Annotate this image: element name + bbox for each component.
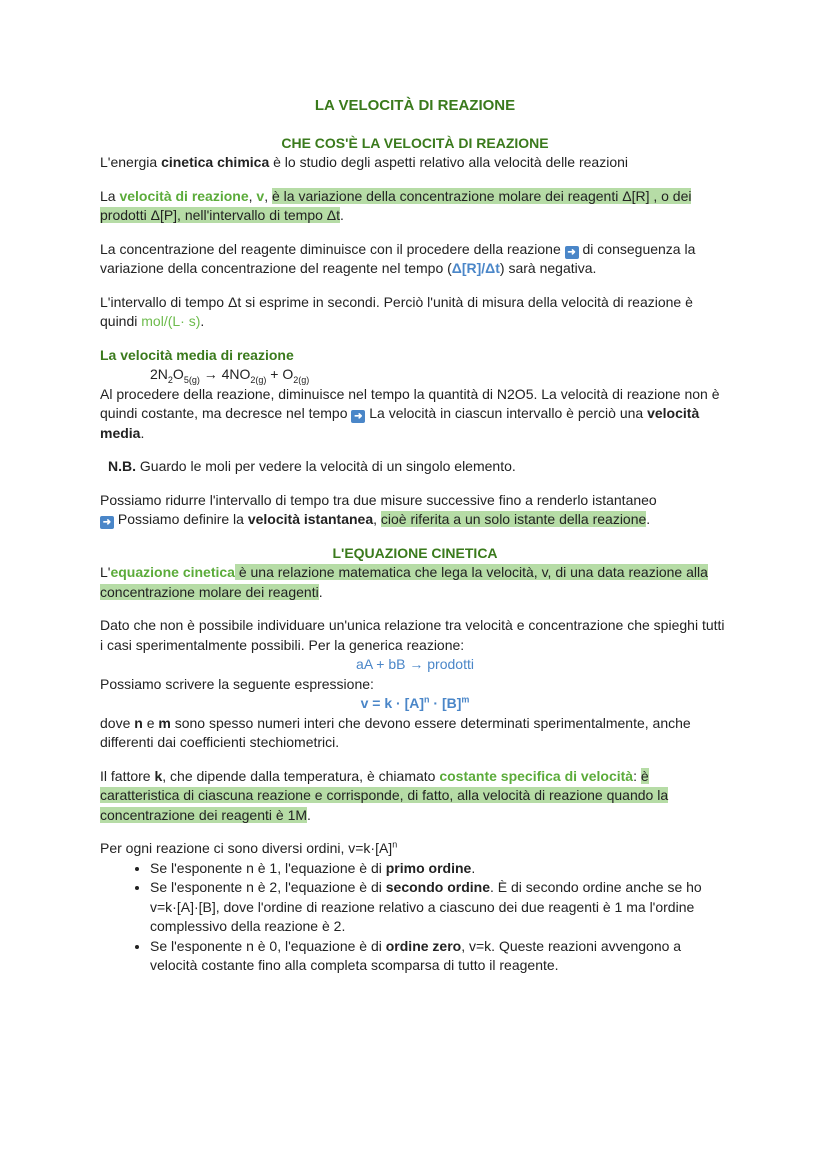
paragraph-relation: Dato che non è possibile individuare un'unica relazione tra velocità e concentrazione che spieghi tutti i casi sperimentalmente possibili. Per la generica reazione: xyxy=(100,617,725,653)
paragraph-rate-constant: Il fattore k, che dipende dalla temperatura, è chiamato costante specifica di velocità: è caratteristica di ciascuna reazione e corrisponde, di fatto, alla velocità di reazione quando la concentrazione dei reagenti è 1M. xyxy=(100,767,669,823)
arrow-right-icon: ➜ xyxy=(351,410,365,423)
rate-equation: $v = k \cdot [A]^n \cdot [B]^m$ xyxy=(360,694,470,711)
paragraph-intro: L'energia cinetica chimica è lo studio degli aspetti relativo alla velocità delle reazioni xyxy=(100,154,628,170)
subheading-average-velocity: La velocità media di reazione xyxy=(100,346,294,363)
arrow-right-icon: ➜ xyxy=(100,516,114,529)
generic-reaction: aA + bB → prodotti xyxy=(356,656,474,672)
paragraph-definition: La velocità di reazione, v, è la variazione della concentrazione molare dei reagenti Δ[R] , o dei prodotti Δ[P], nell'intervallo di tempo Δt. xyxy=(100,187,692,223)
paragraph-concentration: La concentrazione del reagente diminuisce con il procedere della reazione ➜ di conseguenza la variazione della concentrazione del reagente nel tempo (Δ[R]/Δt) sarà negativa. xyxy=(100,240,696,276)
list-item: • Se l'esponente n è 2, l'equazione è di secondo ordine. È di secondo ordine anche se ho v=k·[A]·[B], dove l'ordine di reazione relativo a ciascuno dei due reagenti è 1 ma l'ordine complessivo della reazione è 2. xyxy=(150,878,730,937)
paragraph-orders: Per ogni reazione ci sono diversi ordini, $v=k\cdot[A]^n$ xyxy=(100,839,398,856)
paragraph-units: L'intervallo di tempo Δt si esprime in secondi. Perciò l'unità di misura della velocità di reazione è quindi mol/(L· s). xyxy=(100,293,693,329)
paragraph-expression: Possiamo scrivere la seguente espressione: xyxy=(100,675,374,692)
paragraph-average-velocity: Al procedere della reazione, diminuisce nel tempo la quantità di N2O5. La velocità di reazione non è quindi costante, ma decresce nel tempo ➜ La velocità in ciascun intervallo è perciò una velocità media. xyxy=(100,385,720,441)
note-nb: N.B. Guardo le moli per vedere la velocità di un singolo elemento. xyxy=(108,458,516,474)
list-item: • Se l'esponente n è 0, l'equazione è di ordine zero, v=k. Queste reazioni avvengono a velocità costante fino alla completa scomparsa di tutto il reagente. xyxy=(150,937,730,976)
page-title: LA VELOCITÀ DI REAZIONE xyxy=(314,97,516,114)
orders-list xyxy=(100,859,730,976)
list-item: • Se l'esponente n è 1, l'equazione è di primo ordine. xyxy=(150,859,730,879)
reaction-formula: $2N_2O_{5(g)} \to 4NO_{2(g)} + O_{2(g)}$ xyxy=(150,366,310,385)
arrow-right-icon: ➜ xyxy=(565,246,579,259)
document-page xyxy=(100,96,730,976)
section-heading-kinetic-equation: L'EQUAZIONE CINETICA xyxy=(332,544,498,561)
paragraph-exponents: dove n e m sono spesso numeri interi che devono essere determinati sperimentalmente, anche differenti dai coefficienti stechiometrici. xyxy=(100,714,691,750)
section-heading-velocity: CHE COS'È LA VELOCITÀ DI REAZIONE xyxy=(281,134,549,151)
paragraph-kinetic-equation: L'equazione cinetica è una relazione matematica che lega la velocità, v, di una data reazione alla concentrazione molare dei reagenti. xyxy=(100,564,708,600)
paragraph-instant-velocity: Possiamo ridurre l'intervallo di tempo tra due misure successive fino a renderlo istantaneo ➜ Possiamo definire la velocità istantanea, cioè riferita a un solo istante della reazione. xyxy=(100,491,657,528)
